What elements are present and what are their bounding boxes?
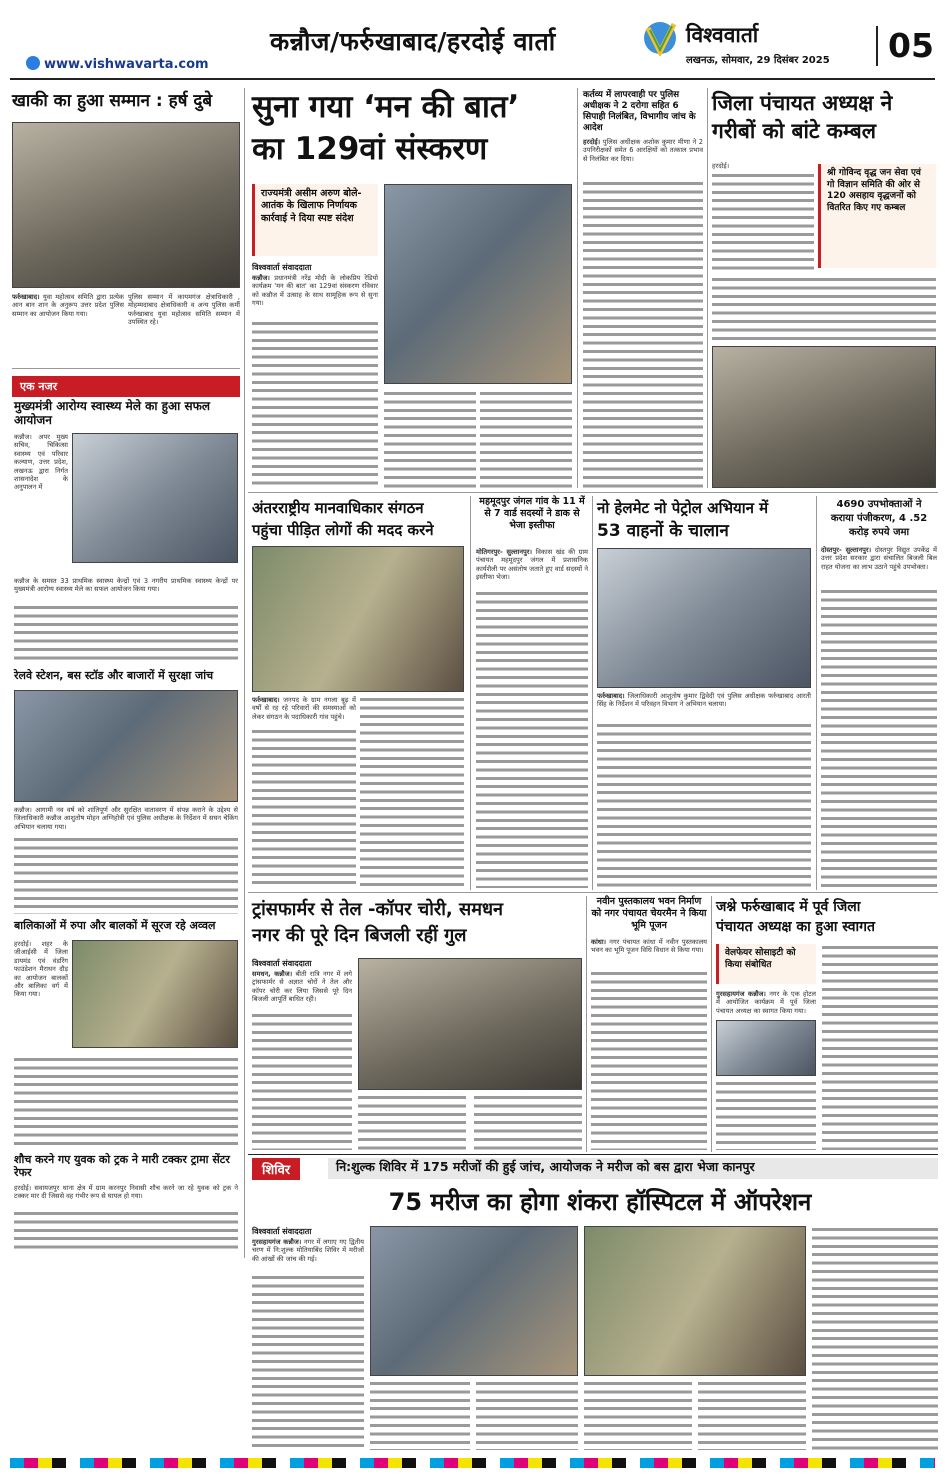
mann-ki-baat-quote: राज्यमंत्री असीम अरुण बोले- आतंक के खिलाफ निर्णायक कार्रवाई ने दिया स्पष्ट संदेश bbox=[252, 184, 378, 256]
helmet-body-lines bbox=[597, 722, 811, 888]
transformer-photo bbox=[358, 958, 582, 1090]
consumers-dateline: दोस्तपुर- सुल्तानपुर। bbox=[821, 546, 872, 554]
transformer-body-lines-2 bbox=[358, 1094, 466, 1150]
children-side-text: हरदोई। शहर के जीआईसी में जिला डायमंड एवं वंडरिंग फाउंडेशन मैराथन दौड़ का आयोजन बालकों और बालिका वर्ग में किया गया। bbox=[14, 940, 68, 999]
jashn-quote: वेलफेयर सोसाइटी को किया संबोधित bbox=[716, 944, 816, 984]
transformer-lead: बीती रात्रि नगर में लगे ट्रांसफार्मर से अज्ञात चोरों ने तेल और कॉपर चोरी कर लिया जिससे पूरे दिन बिजली आपूर्ति बाधित रही। bbox=[252, 970, 352, 1004]
jashn-body-lines-2 bbox=[822, 944, 938, 1150]
mahmoodpur-body-lines bbox=[476, 590, 588, 888]
children-body-lines bbox=[14, 1056, 238, 1148]
consumers-headline-2: कराया पंजीकरण, 4 .52 bbox=[830, 513, 928, 524]
khaki-photo bbox=[12, 122, 240, 288]
site-url[interactable] bbox=[26, 56, 209, 72]
khaki-caption-text: युवा महोत्सव समिति द्वारा प्रत्येक आन बान शान के अनुरूप उत्तर प्रदेश पुलिस सम्मान का आयोजन किया गया। bbox=[12, 293, 124, 318]
police-body-lines bbox=[583, 180, 703, 488]
mahmoodpur-dateline: मोतिगरपुर- सुल्तानपुर। bbox=[476, 548, 532, 556]
truck-body-lines bbox=[14, 1210, 238, 1250]
consumers-lead: दोस्तपुर विद्युत उपकेंद्र में उत्तर प्रदेश सरकार द्वारा संचालित बिजली बिल राहत योजना का लाभ उठाने पहुंचे उपभोक्ता। bbox=[821, 546, 937, 571]
divider bbox=[12, 368, 240, 369]
print-color-bar bbox=[10, 1458, 935, 1468]
helmet-photo bbox=[597, 548, 811, 688]
library-body-lines bbox=[591, 970, 707, 1150]
mann-ki-baat-body-lines-2 bbox=[384, 390, 476, 488]
shivir-body-lines-5 bbox=[698, 1380, 806, 1450]
mann-ki-baat-lead: प्रधानमंत्री नरेंद्र मोदी के लोकप्रिय रेडियो कार्यक्रम 'मन की बात' का 129वां संस्करण रविवार को कन्नौज में उत्साह के साथ सामूहिक रूप से सुना गया। bbox=[252, 274, 378, 308]
mann-ki-baat-headline-1: सुना गया ‘मन की बात’ bbox=[252, 89, 520, 125]
khaki-caption-2: पुलिस सम्मान में कायमगंज क्षेत्राधिकारी , मोहम्मदाबाद क्षेत्राधिकारी व अन्य पुलिस कर्मी फर्रुखाबाद युवा महोत्सव समिति सम्मान में उपस्थित रहे। bbox=[128, 293, 240, 327]
manavadhikar-lead: जनपद के ग्राम नगला बूढ़ में वर्षों से रह रहे परिवारों की समस्याओं को लेकर संगठन के पदाधिकारी गांव पहुंचे। bbox=[252, 696, 356, 721]
consumers-body-lines bbox=[821, 588, 937, 888]
transformer-body-lines-3 bbox=[474, 1094, 582, 1150]
jashn-dateline: गुरसहायगंज कन्नौज। bbox=[716, 990, 766, 998]
column-divider bbox=[816, 496, 817, 890]
shivir-body-lines-6 bbox=[812, 1226, 938, 1450]
divider bbox=[248, 492, 938, 493]
manavadhikar-body bbox=[252, 696, 356, 726]
consumers-body bbox=[821, 546, 937, 586]
column-divider bbox=[711, 896, 712, 1152]
helmet-body bbox=[597, 692, 811, 722]
mann-ki-baat-body-lines bbox=[252, 320, 378, 488]
khaki-headline: खाकी का हुआ सम्मान : हर्ष दुबे bbox=[12, 91, 213, 111]
mann-ki-baat-headline-2: का 129वां संस्करण bbox=[252, 131, 488, 167]
blanket-dateline: हरदोई। bbox=[712, 162, 730, 170]
arogya-body: कन्नौज के समस्त 33 प्राथमिक स्वास्थ्य केन्द्रों एवं 3 नगरीय प्राथमिक स्वास्थ्य केन्द्रों पर मुख्यमंत्री आरोग्य स्वास्थ्य मेले का सफल आयोजन किया गया। bbox=[14, 577, 238, 594]
manavadhikar-body-lines bbox=[252, 728, 356, 888]
mann-ki-baat-body bbox=[252, 274, 378, 318]
railway-body-lines bbox=[14, 836, 238, 914]
manavadhikar-body-lines-2 bbox=[360, 696, 464, 888]
blanket-headline-1: जिला पंचायत अध्यक्ष ने bbox=[712, 91, 893, 115]
transformer-headline-2: नगर की पूरे दिन बिजली रहीं गुल bbox=[252, 925, 467, 946]
masthead-rule bbox=[10, 78, 935, 80]
transformer-body-lines bbox=[252, 1012, 352, 1150]
police-lead: पुलिस अधीक्षक अशोक कुमार मीणा ने 2 उपनिरीक्षकों समेत 6 आरक्षियों को तत्काल प्रभाव से निलंबित कर दिया। bbox=[583, 138, 703, 163]
shivir-body bbox=[252, 1238, 364, 1272]
column-divider bbox=[470, 496, 471, 890]
shivir-body-lines-4 bbox=[584, 1380, 692, 1450]
police-body bbox=[583, 138, 703, 178]
police-headline: कर्तव्य में लापरवाही पर पुलिस अधीक्षक ने 2 दरोगा सहित 6 सिपाही निलंबित, विभागीय जांच के आदेश bbox=[583, 90, 696, 133]
arogya-headline: मुख्यमंत्री आरोग्य स्वास्थ्य मेले का हुआ सफल आयोजन bbox=[14, 399, 210, 427]
blanket-body-lines bbox=[712, 172, 814, 270]
jashn-body-lines bbox=[716, 1080, 816, 1150]
jashn-lead: नगर के एक होटल में आयोजित कार्यक्रम में पूर्व जिला पंचायत अध्यक्ष का स्वागत किया गया। bbox=[716, 990, 816, 1015]
manavadhikar-headline-2: पहुंचा पीड़ित लोगों की मदद करने bbox=[252, 521, 434, 539]
mann-ki-baat-photo bbox=[384, 184, 572, 384]
mahmoodpur-headline: महमूदपुर जंगल गांव के 11 में से 7 वार्ड सदस्यों ने डाक से भेजा इस्तीफा bbox=[479, 496, 585, 531]
page-number: 05 bbox=[876, 26, 934, 66]
mann-ki-baat-dateline: कन्नौज। bbox=[252, 274, 270, 282]
globe-v-icon bbox=[642, 20, 682, 56]
shivir-reporter: विश्ववार्ता संवाददाता bbox=[252, 1227, 312, 1236]
truck-body: हरदोई। सवायजपुर थाना क्षेत्र में ग्राम करनपुर निवासी शौच करने जा रहे युवक को ट्रक ने टक्कर मार दी जिससे वह गंभीर रूप से घायल हो गया। bbox=[14, 1184, 238, 1201]
police-dateline: हरदोई। bbox=[583, 138, 601, 146]
blanket-headline-2: गरीबों को बांटे कम्बल bbox=[712, 119, 876, 143]
shivir-dateline: गुरसहायगंज कन्नौज। bbox=[252, 1238, 302, 1246]
dateline: लखनऊ, सोमवार, 29 दिसंबर 2025 bbox=[686, 55, 830, 66]
mahmoodpur-body bbox=[476, 548, 588, 588]
helmet-headline-1: नो हेलमेट नो पेट्रोल अभियान में bbox=[597, 499, 769, 517]
blanket-quote: श्री गोविन्द वृद्ध जन सेवा एवं गो विज्ञान समिति की ओर से 120 असहाय वृद्धजनों को वितरित किए गए कम्बल bbox=[818, 164, 936, 268]
shivir-lead: नगर में लगाए गए द्वितीय चरण में नि:शुल्क मोतियाबिंद शिविर में मरीजों की आंखों की जांच की गई। bbox=[252, 1238, 364, 1263]
library-body bbox=[591, 938, 707, 968]
globe-icon bbox=[26, 56, 40, 70]
page-section-title: कन्नौज/फर्रुखाबाद/हरदोई वार्ता bbox=[270, 27, 556, 56]
mann-ki-baat-reporter: विश्ववार्ता संवाददाता bbox=[252, 263, 312, 272]
shivir-tab: शिविर bbox=[252, 1158, 300, 1180]
arogya-photo bbox=[72, 433, 238, 563]
children-photo bbox=[72, 940, 238, 1048]
railway-photo bbox=[14, 690, 238, 802]
arogya-body-lines bbox=[14, 604, 238, 662]
manavadhikar-dateline: फर्रुखाबाद। bbox=[252, 696, 280, 704]
consumers-headline-3: करोड़ रुपये जमा bbox=[848, 527, 910, 538]
transformer-body bbox=[252, 970, 352, 1010]
transformer-reporter: विश्ववार्ता संवाददाता bbox=[252, 959, 312, 968]
column-divider bbox=[244, 88, 245, 1258]
shivir-body-lines-3 bbox=[476, 1380, 578, 1450]
column-divider bbox=[586, 896, 587, 1152]
helmet-lead: जिलाधिकारी आशुतोष कुमार द्विवेदी एवं पुलिस अधीक्षक फर्रुखाबाद आरती सिंह के निर्देशन में परिवहन विभाग ने अभियान चलाया। bbox=[597, 692, 811, 709]
column-divider bbox=[592, 496, 593, 890]
blanket-body-lines-2 bbox=[712, 276, 936, 340]
mann-ki-baat-body-lines-3 bbox=[480, 390, 572, 488]
shivir-photo-2 bbox=[584, 1226, 806, 1376]
divider bbox=[248, 892, 938, 893]
divider bbox=[248, 1154, 938, 1155]
shivir-kicker: नि:शुल्क शिविर में 175 मरीजों की हुई जांच, आयोजक ने मरीज को बस द्वारा भेजा कानपुर bbox=[336, 1159, 755, 1174]
mahmoodpur-lead: विकास खंड की ग्राम पंचायत महमूदपुर जंगल में प्रशासनिक कार्यशैली पर असंतोष जताते हुए वार्ड सदस्यों ने इस्तीफा भेजा। bbox=[476, 548, 588, 582]
jashn-headline-2: पंचायत अध्यक्ष का हुआ स्वागत bbox=[716, 919, 876, 935]
transformer-headline-1: ट्रांसफार्मर से तेल -कॉपर चोरी, समधन bbox=[252, 899, 504, 920]
shivir-photo-1 bbox=[370, 1226, 578, 1376]
manavadhikar-headline-1: अंतरराष्ट्रीय मानवाधिकार संगठन bbox=[252, 499, 424, 517]
jashn-headline-1: जश्ने फर्रुखाबाद में पूर्व जिला bbox=[716, 899, 861, 915]
library-headline: नवीन पुस्तकालय भवन निर्माण को नगर पंचायत चेयरमैन ने किया भूमि पूजन bbox=[591, 896, 707, 931]
manavadhikar-photo bbox=[252, 546, 464, 692]
truck-headline: शौच करने गए युवक को ट्रक ने मारी टक्कर ट्रामा सेंटर रेफर bbox=[14, 1153, 230, 1179]
jashn-photo bbox=[716, 1020, 816, 1076]
children-headline: बालिकाओं में रुपा और बालकों में सूरज रहे अव्वल bbox=[14, 919, 216, 932]
shivir-body-lines bbox=[252, 1274, 364, 1450]
column-divider bbox=[577, 88, 578, 488]
library-dateline: कांधा। bbox=[591, 938, 607, 946]
helmet-headline-2: 53 वाहनों के चालान bbox=[597, 521, 729, 541]
transformer-dateline: समधन, कन्नौज। bbox=[252, 970, 293, 978]
helmet-dateline: फर्रुखाबाद। bbox=[597, 692, 625, 700]
arogya-side-text: कन्नौज। अपर मुख्य सचिव, चिकित्सा स्वास्थ्य एवं परिवार कल्याण, उत्तर प्रदेश, लखनऊ द्वारा निर्गत शासनादेश के अनुपालन में bbox=[14, 433, 68, 492]
railway-headline: रेलवे स्टेशन, बस स्टॉड और बाजारों में सुरक्षा जांच bbox=[14, 669, 214, 682]
blanket-photo bbox=[712, 346, 936, 488]
consumers-headline-1: 4690 उपभोक्ताओं ने bbox=[836, 499, 922, 510]
shivir-headline: 75 मरीज का होगा शंकरा हॉस्पिटल में ऑपरेशन bbox=[388, 1188, 812, 1216]
khaki-caption-lead: फर्रुखाबाद। bbox=[12, 293, 40, 301]
khaki-caption bbox=[12, 293, 124, 363]
shivir-body-lines-2 bbox=[370, 1380, 470, 1450]
library-lead: नगर पंचायत कांधा में नवीन पुस्तकालय भवन का भूमि पूजन विधि विधान से किया गया। bbox=[591, 938, 707, 955]
jashn-body bbox=[716, 990, 816, 1018]
site-url-text: www.vishwavarta.com bbox=[44, 57, 209, 72]
brand-name: विश्ववार्ता bbox=[686, 23, 759, 47]
ek-nazar-label: एक नजर bbox=[12, 376, 240, 397]
railway-body: कन्नौज। आगामी नव वर्ष को शांतिपूर्ण और सुरक्षित वातावरण में संपन्न कराने के उद्देश्य से जिलाधिकारी कन्नौज आशुतोष मोहन अग्निहोत्री एवं पुलिस अधीक्षक के निर्देशन में सघन चेकिंग अभियान चलाया गया। bbox=[14, 806, 238, 831]
column-divider bbox=[707, 88, 708, 488]
